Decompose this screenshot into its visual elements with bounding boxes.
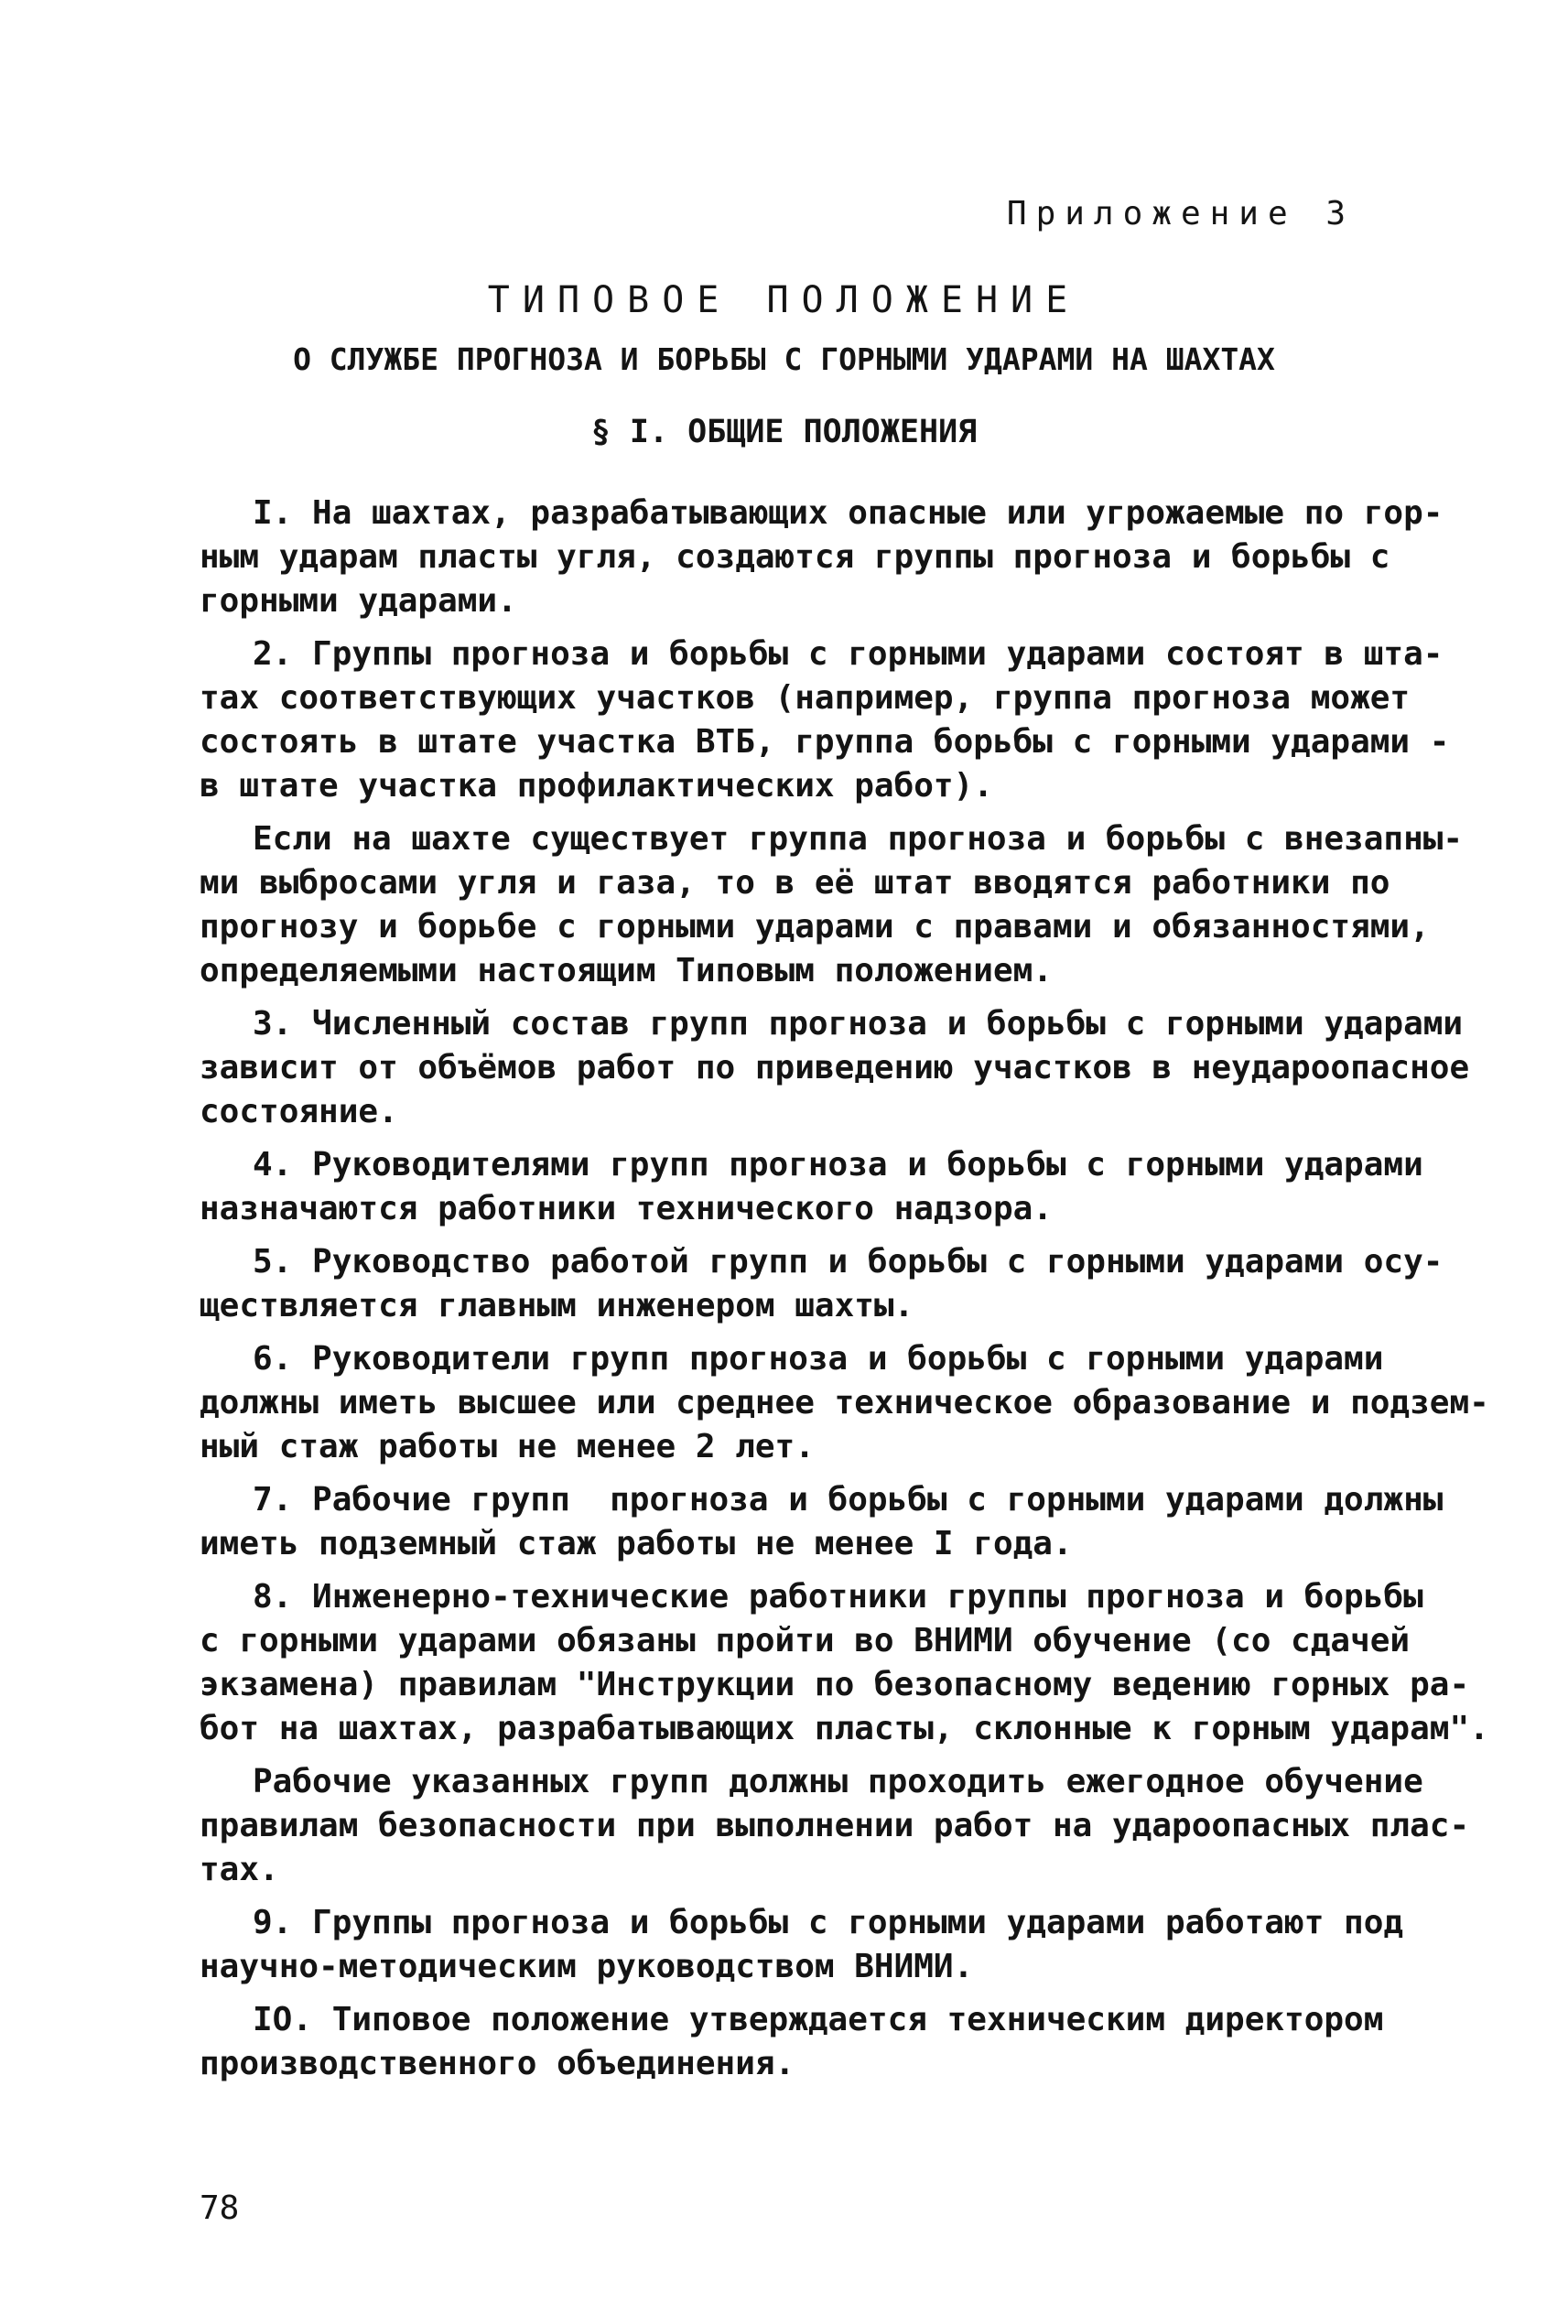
document-subtitle: О СЛУЖБЕ ПРОГНОЗА И БОРЬБЫ С ГОРНЫМИ УДАРАМИ НА ШАХТАХ: [293, 341, 1275, 377]
paragraph-line: 9. Группы прогноза и борьбы с горными ударами работают под: [253, 1904, 1404, 1941]
paragraph: [200, 1143, 1423, 1231]
paragraph-line: IO. Типовое положение утверждается техническим директором: [253, 2001, 1384, 2038]
document-body: [200, 492, 1489, 2086]
paragraph: [200, 1575, 1489, 1751]
paragraph-line: бот на шахтах, разрабатывающих пласты, склонные к горным ударам".: [200, 1710, 1489, 1747]
appendix-label: Приложение 3: [1006, 195, 1355, 232]
paragraph-line: ми выбросами угля и газа, то в её штат вводятся работники по: [200, 864, 1390, 902]
paragraph-line: Если на шахте существует группа прогноза и борьбы с внезапны-: [253, 820, 1464, 858]
paragraph-line: назначаются работники технического надзора.: [200, 1190, 1053, 1227]
paragraph-line: ным ударам пласты угля, создаются группы прогноза и борьбы с: [200, 538, 1390, 576]
paragraph-line: состояние.: [200, 1093, 398, 1130]
paragraph-line: в штате участка профилактических работ).: [200, 767, 993, 805]
paragraph-line: правилам безопасности при выполнении работ на удароопасных плас-: [200, 1807, 1470, 1844]
paragraph: [200, 1240, 1444, 1328]
paragraph-line: производственного объединения.: [200, 2045, 795, 2082]
paragraph-line: 7. Рабочие групп прогноза и борьбы с горными ударами должны: [253, 1481, 1444, 1519]
paragraph-line: определяемыми настоящим Типовым положением.: [200, 952, 1053, 989]
paragraph: [200, 1901, 1404, 1989]
paragraph: [200, 1002, 1470, 1134]
paragraph-line: ществляется главным инженером шахты.: [200, 1287, 914, 1324]
paragraph-line: I. На шахтах, разрабатывающих опасные или угрожаемые по гор-: [253, 494, 1444, 532]
paragraph-line: экзамена) правилам "Инструкции по безопасному ведению горных ра-: [200, 1666, 1470, 1703]
paragraph-line: 2. Группы прогноза и борьбы с горными ударами состоят в шта-: [253, 635, 1444, 673]
section-heading: § I. ОБЩИЕ ПОЛОЖЕНИЯ: [590, 414, 978, 450]
paragraph-line: горными ударами.: [200, 582, 517, 620]
paragraph-line: тах.: [200, 1851, 279, 1888]
paragraph-line: тах соответствующих участков (например, группа прогноза может: [200, 679, 1411, 717]
paragraph: [200, 1337, 1489, 1469]
paragraph: [200, 632, 1450, 808]
paragraph-line: 5. Руководство работой групп и борьбы с горными ударами осу-: [253, 1243, 1444, 1281]
paragraph-line: 8. Инженерно-технические работники группы прогноза и борьбы: [253, 1578, 1423, 1616]
paragraph: [200, 492, 1444, 623]
paragraph-line: 6. Руководители групп прогноза и борьбы с горными ударами: [253, 1340, 1384, 1378]
document-title: ТИПОВОЕ ПОЛОЖЕНИЕ: [487, 279, 1081, 321]
paragraph-line: научно-методическим руководством ВНИМИ.: [200, 1948, 974, 1985]
paragraph: [200, 1760, 1470, 1892]
paragraph-line: состоять в штате участка ВТБ, группа борьбы с горными ударами -: [200, 723, 1450, 761]
paragraph-line: иметь подземный стаж работы не менее I года.: [200, 1525, 1073, 1562]
paragraph: [200, 1998, 1400, 2086]
paragraph-line: должны иметь высшее или среднее техническое образование и подзем-: [200, 1384, 1489, 1421]
paragraph-line: зависит от объёмов работ по приведению участков в неудароопасное: [200, 1049, 1470, 1086]
paragraph: [200, 817, 1464, 993]
paragraph: [200, 1478, 1444, 1566]
page-number: 78: [200, 2189, 240, 2227]
paragraph-line: 4. Руководителями групп прогноза и борьбы с горными ударами: [253, 1146, 1423, 1184]
paragraph-line: 3. Численный состав групп прогноза и борьбы с горными ударами: [253, 1005, 1464, 1043]
paragraph-line: с горными ударами обязаны пройти во ВНИМИ обучение (со сдачей: [200, 1622, 1411, 1659]
paragraph-line: прогнозу и борьбе с горными ударами с правами и обязанностями,: [200, 908, 1430, 946]
paragraph-line: Рабочие указанных групп должны проходить ежегодное обучение: [253, 1763, 1423, 1800]
paragraph-line: ный стаж работы не менее 2 лет.: [200, 1428, 815, 1465]
